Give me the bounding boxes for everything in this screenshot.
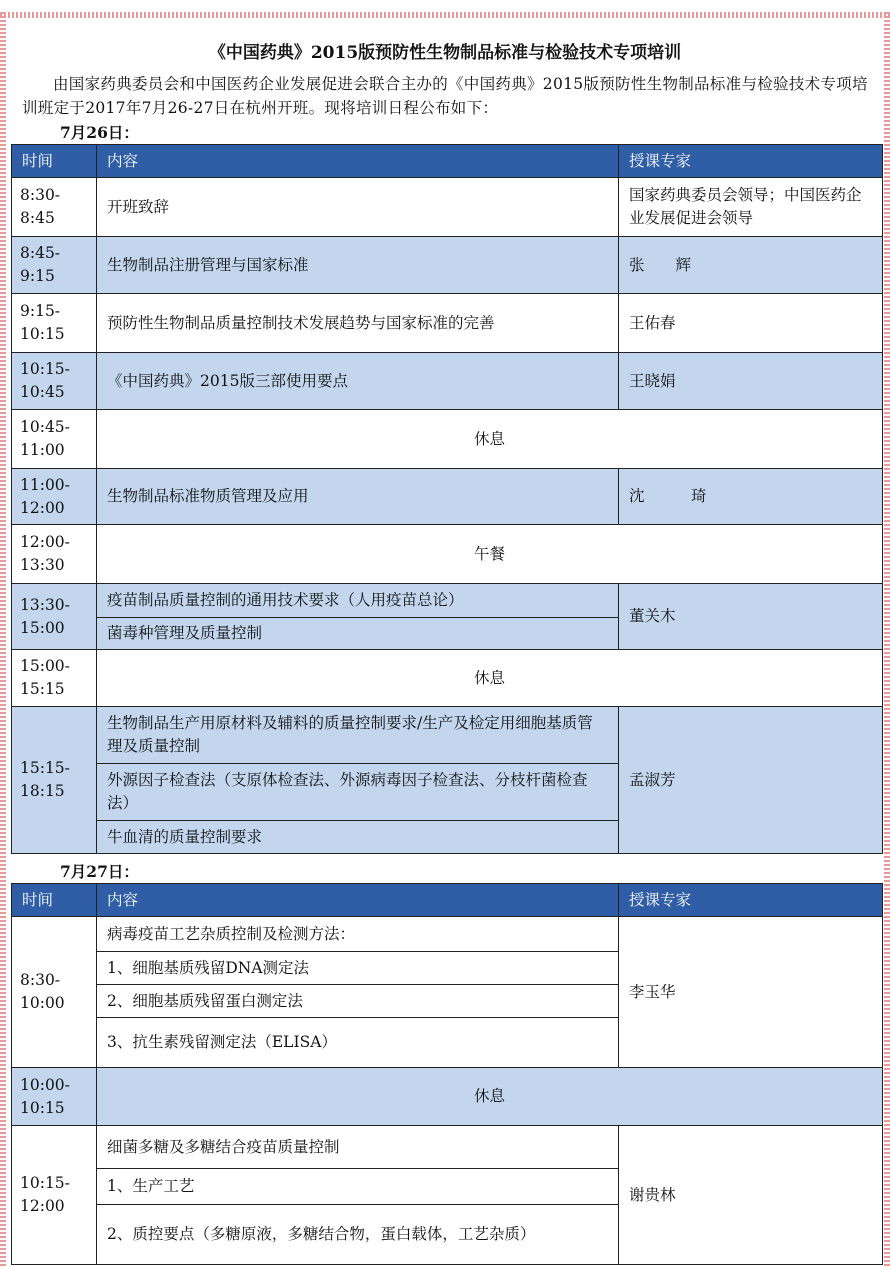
expert-cell: 李玉华 [619, 917, 883, 1068]
decorative-border-left [0, 12, 6, 1267]
document-title: 《中国药典》2015版预防性生物制品标准与检验技术专项培训 [208, 43, 682, 63]
time-cell: 10:15-12:00 [12, 1126, 97, 1265]
time-cell: 8:45-9:15 [12, 237, 97, 294]
lunch-cell: 午餐 [97, 525, 883, 584]
table-row [12, 469, 883, 525]
expert-cell: 孟淑芳 [619, 707, 883, 854]
header-content: 内容 [97, 884, 619, 917]
content-cell: 1、细胞基质残留DNA测定法 [97, 952, 619, 985]
break-cell: 休息 [97, 1068, 883, 1126]
expert-cell: 沈 琦 [619, 469, 883, 525]
content-cell: 《中国药典》2015版三部使用要点 [97, 353, 619, 410]
time-cell: 13:30-15:00 [12, 584, 97, 650]
expert-cell: 董关木 [619, 584, 883, 650]
table-header-row [12, 884, 883, 917]
table-row [12, 1126, 883, 1169]
day1-label: 7月26日： [60, 123, 139, 142]
time-cell: 8:30-10:00 [12, 917, 97, 1068]
table-row [12, 584, 883, 618]
content-cell: 疫苗制品质量控制的通用技术要求（人用疫苗总论） [97, 584, 619, 618]
header-expert: 授课专家 [619, 145, 883, 178]
header-content: 内容 [97, 145, 619, 178]
content-cell: 预防性生物制品质量控制技术发展趋势与国家标准的完善 [97, 294, 619, 353]
expert-cell: 王晓娟 [619, 353, 883, 410]
intro-paragraph: 由国家药典委员会和中国医药企业发展促进会联合主办的《中国药典》2015版预防性生物制品标准与检验技术专项培训班定于2017年7月26-27日在杭州开班。现将培训日程公布如下： [22, 75, 868, 117]
header-time: 时间 [12, 145, 97, 178]
content-cell: 开班致辞 [97, 178, 619, 237]
content-cell: 2、细胞基质残留蛋白测定法 [97, 985, 619, 1018]
content-cell: 生物制品注册管理与国家标准 [97, 237, 619, 294]
table-row [12, 237, 883, 294]
table-row [12, 917, 883, 952]
content-cell: 3、抗生素残留测定法（ELISA） [97, 1018, 619, 1068]
expert-cell: 国家药典委员会领导；中国医药企业发展促进会领导 [619, 178, 883, 237]
content-cell: 牛血清的质量控制要求 [97, 821, 619, 854]
time-cell: 10:00-10:15 [12, 1068, 97, 1126]
expert-cell: 张 辉 [619, 237, 883, 294]
time-cell: 10:45-11:00 [12, 410, 97, 469]
time-cell: 9:15-10:15 [12, 294, 97, 353]
break-cell: 休息 [97, 410, 883, 469]
time-cell: 12:00-13:30 [12, 525, 97, 584]
expert-cell: 王佑春 [619, 294, 883, 353]
table-row [12, 707, 883, 764]
time-cell: 15:15-18:15 [12, 707, 97, 854]
expert-cell: 谢贵林 [619, 1126, 883, 1265]
table-row [12, 525, 883, 584]
time-cell: 10:15-10:45 [12, 353, 97, 410]
content-cell: 病毒疫苗工艺杂质控制及检测方法： [97, 917, 619, 952]
header-expert: 授课专家 [619, 884, 883, 917]
table-row [12, 410, 883, 469]
table-row [12, 178, 883, 237]
content-cell: 生物制品标准物质管理及应用 [97, 469, 619, 525]
table-row [12, 650, 883, 707]
content-cell: 外源因子检查法（支原体检查法、外源病毒因子检查法、分枝杆菌检查法） [97, 764, 619, 821]
table-row [12, 294, 883, 353]
time-cell: 15:00-15:15 [12, 650, 97, 707]
content-cell: 细菌多糖及多糖结合疫苗质量控制 [97, 1126, 619, 1169]
decorative-border-right [884, 12, 890, 1267]
content-cell: 生物制品生产用原材料及辅料的质量控制要求/生产及检定用细胞基质管理及质量控制 [97, 707, 619, 764]
time-cell: 8:30-8:45 [12, 178, 97, 237]
header-time: 时间 [12, 884, 97, 917]
content-cell: 1、生产工艺 [97, 1169, 619, 1205]
day2-label: 7月27日： [60, 862, 139, 881]
content-cell: 2、质控要点（多糖原液，多糖结合物，蛋白载体，工艺杂质） [97, 1205, 619, 1265]
day2-schedule-table [11, 883, 883, 1265]
time-cell: 11:00-12:00 [12, 469, 97, 525]
decorative-border-top [0, 12, 890, 18]
break-cell: 休息 [97, 650, 883, 707]
table-row [12, 353, 883, 410]
day1-schedule-table [11, 144, 883, 854]
table-row [12, 1068, 883, 1126]
table-header-row [12, 145, 883, 178]
content-cell: 菌毒种管理及质量控制 [97, 618, 619, 650]
